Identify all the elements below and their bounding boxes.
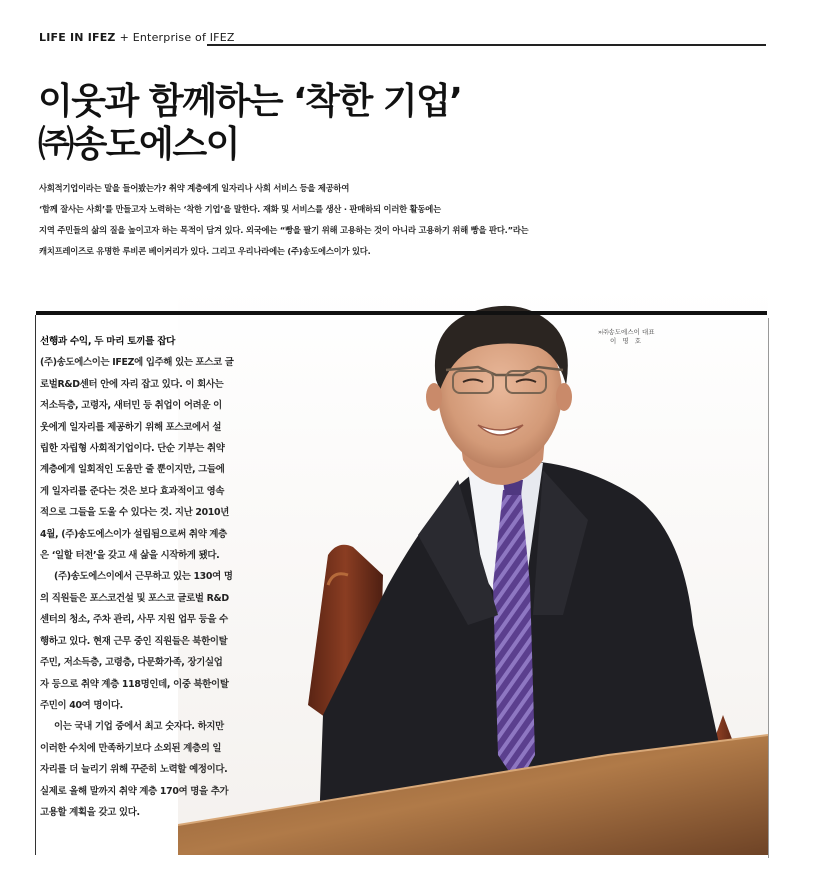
body-line: 주민, 저소득층, 고령층, 다문화가족, 장기실업 (40, 657, 223, 669)
lead-line: ‘함께 잘사는 사회’를 만들고자 노력하는 ‘착한 기업’을 말한다. 재화 및 서비스를 생산 · 판매하되 이러한 활동에는 (39, 204, 441, 214)
article-body (40, 331, 280, 823)
lead-paragraph (39, 178, 769, 262)
body-line: 이러한 수치에 만족하기보다 소외된 계층의 일 (40, 742, 222, 754)
body-line: 저소득층, 고령자, 새터민 등 취업이 어려운 이 (40, 400, 222, 412)
article-subhead: 선행과 수익, 두 마리 토끼를 잡다 (40, 336, 176, 347)
body-line: 은 ‘일할 터전’을 갖고 새 삶을 시작하게 됐다. (40, 550, 220, 562)
body-line: 립한 자립형 사회적기업이다. 단순 기부는 취약 (40, 443, 225, 455)
subsection-name: + Enterprise of IFEZ (119, 31, 235, 44)
body-line: 게 일자리를 준다는 것은 보다 효과적이고 영속 (40, 485, 225, 497)
section-name: LIFE IN IFEZ (39, 31, 116, 44)
body-line: 고용할 계획을 갖고 있다. (40, 806, 140, 818)
lead-line: 캐치프레이즈로 유명한 루비콘 베이커리가 있다. 그리고 우리나라에는 (주)송도에스이가 있다. (39, 246, 371, 256)
header-rule (207, 44, 766, 46)
headline-line-1: 이웃과 함께하는 ‘착한 기업’ (38, 81, 462, 122)
caption-title: »㈜송도에스이 대표 (598, 328, 655, 336)
body-line: 센터의 청소, 주차 관리, 사무 지원 업무 등을 수 (40, 614, 228, 626)
body-line: 실제로 올해 말까지 취약 계층 170여 명을 추가 (40, 785, 229, 797)
body-line: 적으로 그들을 도울 수 있다는 것. 지난 2010년 (40, 507, 230, 519)
lead-line: 지역 주민들의 삶의 질을 높이고자 하는 목적이 담겨 있다. 외국에는 “빵을 팔기 위해 고용하는 것이 아니라 고용하기 위해 빵을 판다.”라는 (39, 225, 529, 235)
column-left-rule (35, 315, 36, 855)
body-line: 주민이 40여 명이다. (40, 699, 123, 711)
body-line: 자 등으로 취약 계층 118명인데, 이중 북한이탈 (40, 678, 229, 690)
headline-line-2: ㈜송도에스이 (38, 124, 239, 165)
photo-caption (598, 328, 655, 346)
body-line: 행하고 있다. 현재 근무 중인 직원들은 북한이탈 (40, 635, 228, 647)
body-line: 자리를 더 늘리기 위해 꾸준히 노력할 예정이다. (40, 764, 228, 776)
body-line: 로벌R&D센터 안에 자리 잡고 있다. 이 회사는 (40, 378, 224, 390)
caption-person-name: 이 명 호 (610, 337, 643, 345)
body-line: (주)송도에스이에서 근무하고 있는 130여 명 (54, 571, 233, 583)
article-top-rule (36, 311, 767, 315)
section-label (39, 31, 235, 44)
body-line: 4월, (주)송도에스이가 설립됨으로써 취약 계층 (40, 528, 227, 540)
body-line: 계층에게 일회적인 도움만 줄 뿐이지만, 그들에 (40, 464, 225, 476)
lead-line: 사회적기업이라는 말을 들어봤는가? 취약 계층에게 일자리나 사회 서비스 등을 제공하여 (39, 183, 350, 193)
body-line: (주)송도에스이는 IFEZ에 입주해 있는 포스코 글 (40, 357, 234, 369)
body-line: 이는 국내 기업 중에서 최고 숫자다. 하지만 (54, 721, 224, 733)
column-right-rule (768, 318, 769, 858)
body-line: 웃에게 일자리를 제공하기 위해 포스코에서 설 (40, 421, 222, 433)
body-line: 의 직원들은 포스코건설 및 포스코 글로벌 R&D (40, 592, 229, 604)
headline (38, 80, 462, 166)
